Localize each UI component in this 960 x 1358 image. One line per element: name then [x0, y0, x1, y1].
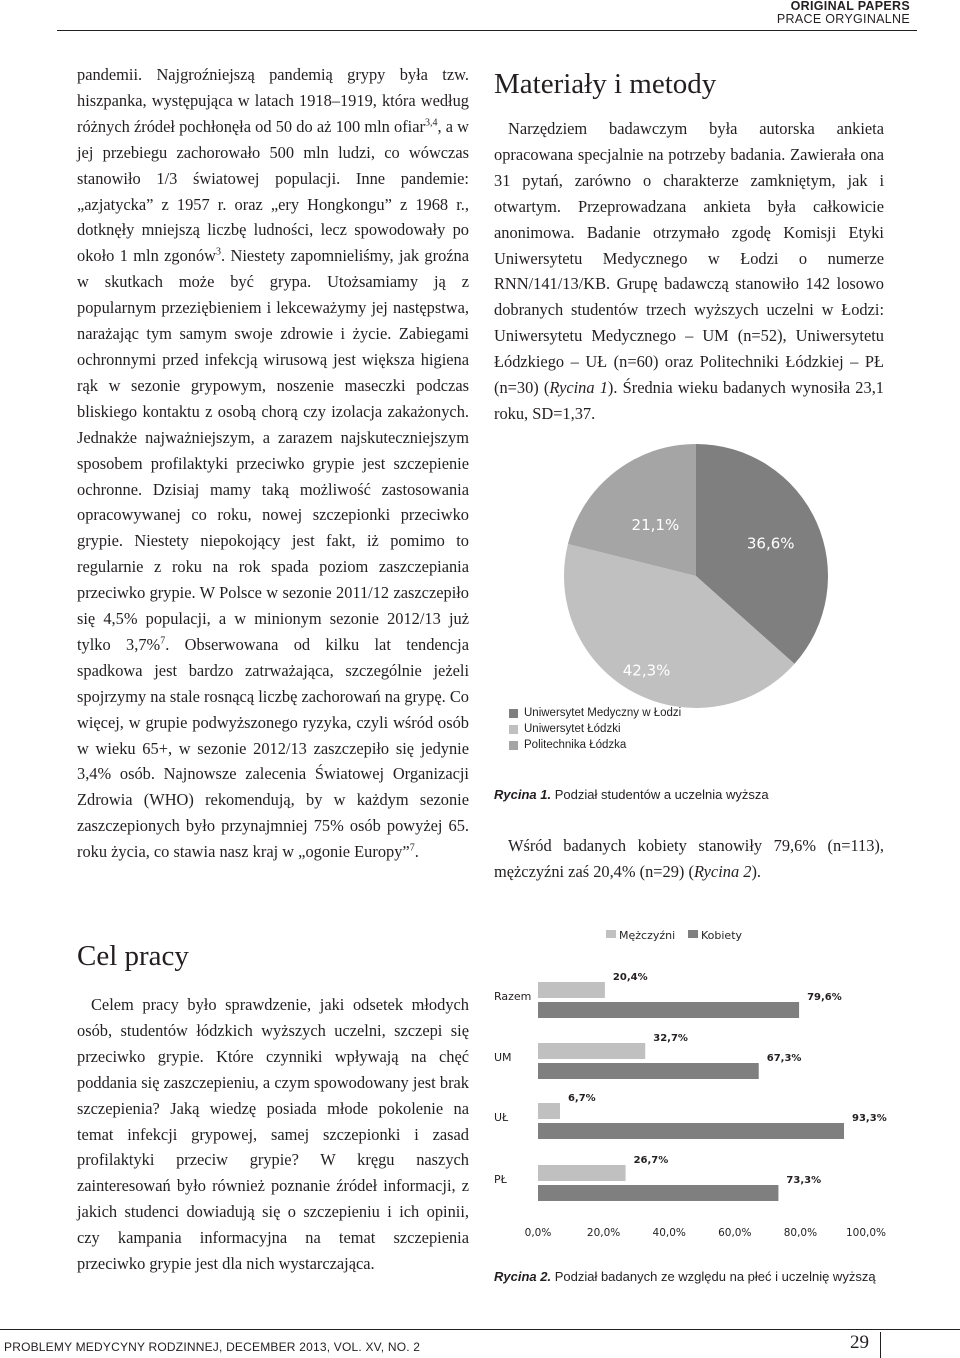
legend-swatch [606, 930, 616, 938]
pie-value-label: 21,1% [631, 515, 680, 534]
bar-men [538, 1103, 560, 1119]
section-title-cel: Cel pracy [77, 940, 189, 972]
bar-value-label: 73,3% [786, 1175, 822, 1186]
gender-paragraph-block [494, 833, 884, 885]
bar-men [538, 1165, 626, 1181]
x-tick-label: 0,0% [524, 1227, 552, 1239]
gender-paragraph: Wśród badanych kobiety stanowiły 79,6% (n=113), mężczyźni zaś 20,4% (n=29) (Rycina 2). [494, 836, 884, 881]
x-tick-label: 40,0% [652, 1227, 686, 1239]
citation: 7 [409, 842, 415, 854]
header-section-pl: PRACE ORYGINALNE [776, 12, 910, 26]
pie-chart [560, 440, 860, 710]
legend-label: Mężczyźni [619, 929, 676, 942]
bar-value-label: 26,7% [633, 1155, 669, 1166]
x-tick-label: 20,0% [586, 1227, 621, 1239]
section-title-materialy: Materiały i metody [494, 68, 717, 100]
bar-value-label: 67,3% [766, 1053, 802, 1064]
bar-women [538, 1185, 778, 1201]
legend-swatch [509, 725, 518, 734]
category-label: UM [494, 1051, 512, 1064]
materialy-section-body [494, 116, 884, 427]
citation: 3,4 [424, 117, 438, 129]
footer-rule [0, 1329, 960, 1330]
x-tick-label: 60,0% [718, 1227, 752, 1239]
footer-separator [880, 1332, 881, 1358]
category-label: UŁ [494, 1111, 509, 1124]
bar-value-label: 93,3% [852, 1113, 887, 1124]
cel-paragraph: Celem pracy było sprawdzenie, jaki odsetek młodych osób, studentów łódzkich wyższych uczelni, szczepi się przeciwko grypie. Które czynniki wpływają na chęć poddania się zaszczepieniu, a czym spowodowany jest brak szczepienia? Jaką wiedzę posiada młode pokolenie na temat infekcji grypowej, samej szczepionki i zasad profilaktyki przeciw grypie? W kręgu naszych zainteresowań było również poznanie źródeł informacji, z jakich studenci dowiadują się o szczepieniu i ich opinii, czy kampania informacyjna na temat szczepienia przeciwko grypie jest dla nich wystarczająca. [77, 995, 469, 1274]
legend-swatch [688, 930, 698, 938]
header-rule [57, 30, 917, 31]
figure-2-caption: Rycina 2. Podział badanych ze względu na płeć i uczelnię wyższą [494, 1269, 876, 1284]
intro-paragraph: pandemii. Najgroźniejszą pandemią grypy była tzw. hiszpanka, występująca w latach 1918–1919, która według różnych źródeł pochłonęła od 50 do aż 100 mln ofiar$^{3,4}$, a w jej przebiegu zachorowało 500 mln ludzi, co wówczas stanowiło 1/3 światowej populacji. Inne pandemie: „azjatycka” z 1957 r. oraz „ery Hongkongu” z 1968 r., dotknęły mniejszą liczbę ludności, lecz spowodowały po około 1 mln zgonów$^3$. Niestety zapomnieliśmy, jak groźna w skutkach może być grypa. Utożsamiamy ją z popularnym przeziębieniem i lekceważymy jej następstwa, narażając tym samym swoje zdrowie i życie. Zabiegami ochronnymi przed infekcją wirusową jest większa higiena rąk w sezonie grypowym, noszenie maseczki podczas bliskiego kontaktu z osobą chorą czy izolacja zakażonych. Jednakże najważniejszym, a zarazem najskuteczniejszym sposobem profilaktyki przeciwko grypie jest szczepienie ochronne. Dzisiaj mamy taką możliwość zastosowania opracowywanej co roku, nowej szczepionki przeciwko grypie. Niestety niepokojący jest fakt, iż pomimo to regularnie z roku na rok spada poziom zaszczepiania przeciwko grypie. W Polsce w sezonie 2011/12 zaszczepiło się 4,5% populacji, a w minionym sezonie 2012/13 już tylko 3,7%$^7$. Obserwowana od kilku lat tendencja spadkowa jest bardzo zatrważająca, szczególnie jeżeli spojrzymy na stale rosnącą liczbę zachorowań na grypę. Co więcej, w grupie podwyższonego ryzyka, czyli wśród osób w wieku 65+, w sezonie 2012/13 zaszczepiło się jedynie 3,4% osób. Najnowsze zalecenia Światowej Organizacji Zdrowia (WHO) rekomendują, by w każdym sezonie zaszczepionych było przynajmniej 75% osób powyżej 65. roku życia, co stawia nasz kraj w „ogonie Europy”$^7$. [77, 65, 470, 862]
bar-value-label: 20,4% [612, 972, 648, 983]
x-tick-label: 80,0% [783, 1227, 818, 1239]
cel-section-body [77, 992, 469, 1277]
page-header [777, 0, 910, 26]
bar-value-label: 6,7% [567, 1093, 596, 1104]
header-section-en: ORIGINAL PAPERS [790, 0, 910, 13]
legend-item-um: Uniwersytet Medyczny w Łodzi [509, 705, 681, 721]
citation: 7 [160, 635, 166, 647]
legend-swatch [509, 741, 518, 750]
category-label: Razem [494, 990, 532, 1003]
citation: 3 [216, 246, 222, 258]
left-column-text [77, 62, 469, 865]
journal-info: PROBLEMY MEDYCYNY RODZINNEJ, DECEMBER 2013, VOL. XV, NO. 2 [4, 1340, 421, 1354]
category-label: PŁ [494, 1173, 507, 1186]
legend-label: Kobiety [701, 929, 743, 942]
page-number: 29 [850, 1332, 869, 1353]
legend-swatch [509, 709, 518, 718]
bar-men [538, 1043, 645, 1059]
pie-value-label: 42,3% [622, 661, 671, 680]
bar-value-label: 79,6% [807, 992, 842, 1003]
legend-item-pl: Politechnika Łódzka [509, 737, 681, 753]
bar-men [538, 982, 605, 998]
bar-women [538, 1063, 759, 1079]
bar-chart [494, 920, 894, 1255]
bar-women [538, 1002, 799, 1018]
materialy-paragraph: Narzędziem badawczym była autorska ankieta opracowana specjalnie na potrzeby badania. Zawierała ona 31 pytań, zarówno o charakterze zamkniętym, jak i otwartym. Przeprowadzana ankieta była całkowicie anonimowa. Badanie otrzymało zgodę Komisji Etyki Uniwersytetu Medycznego w Łodzi o numerze RNN/141/13/KB. Grupę badawczą stanowiło 142 losowo dobranych studentów trzech wyższych uczelni w Łodzi: Uniwersytetu Medycznego – UM (n=52), Uniwersytetu Łódzkiego – UŁ (n=60) oraz Politechniki Łódzkiej – PŁ (n=30) (Rycina 1). Średnia wieku badanych wynosiła 23,1 roku, SD=1,37. [494, 119, 884, 423]
legend-item-ul: Uniwersytet Łódzki [509, 721, 681, 737]
pie-value-label: 36,6% [746, 534, 795, 553]
figure-1-caption: Rycina 1. Podział studentów a uczelnia wyższa [494, 787, 769, 802]
bar-women [538, 1123, 844, 1139]
x-tick-label: 100,0% [845, 1227, 887, 1239]
bar-value-label: 32,7% [653, 1033, 688, 1044]
pie-legend [509, 705, 681, 753]
